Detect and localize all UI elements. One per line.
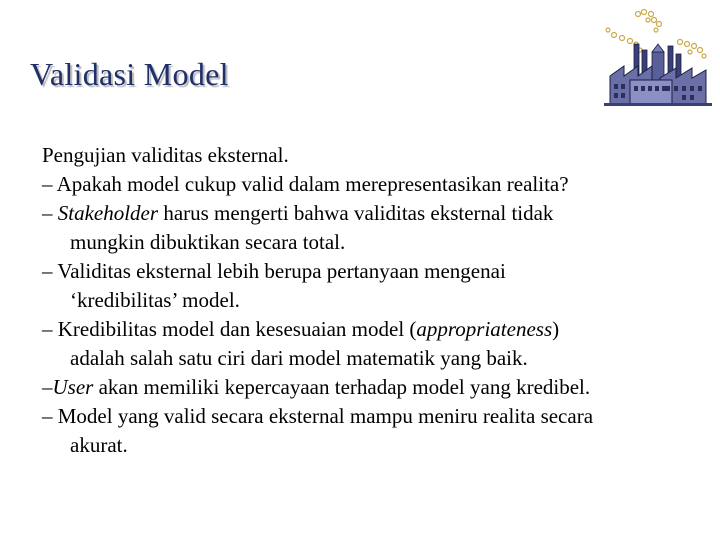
appropriateness-term: appropriateness (416, 317, 553, 341)
bullet-text-end: ) (552, 317, 560, 341)
bullet-stakeholder (42, 199, 702, 228)
bullet-dash: – (42, 201, 58, 225)
bullet-text: – Kredibilitas model dan kesesuaian model ( (42, 317, 417, 341)
slide-title: Validasi Model (30, 56, 229, 92)
bullet-user (42, 373, 702, 402)
bullet-question: – Apakah model cukup valid dalam merepresentasikan realita? (42, 172, 569, 196)
bullet-credibility-cont: adalah salah satu ciri dari model matematik yang baik. (70, 346, 528, 370)
bullet-validity: – Validitas eksternal lebih berupa pertanyaan mengenai (42, 259, 506, 283)
intro-term: validitas eksternal. (131, 143, 289, 167)
bullet-stakeholder-cont: mungkin dibuktikan secara total. (70, 230, 346, 254)
smoke-plume-top (636, 10, 662, 33)
intro-text: Pengujian (42, 143, 132, 167)
bullet-validity-cont: ‘kredibilitas’ model. (70, 288, 240, 312)
intro-line (42, 141, 702, 170)
bullet-dash: – (42, 375, 53, 399)
smoke-plume-right (678, 40, 707, 59)
bullet-credibility (42, 315, 702, 344)
bullet-text: akan memiliki kepercayaan terhadap model yang kredibel. (93, 375, 591, 399)
bullet-external-model: – Model yang valid secara eksternal mampu meniru realita secara (42, 404, 594, 428)
factory-illustration (596, 4, 720, 108)
stakeholder-term: Stakeholder (57, 201, 159, 225)
bullet-text: harus mengerti bahwa validitas eksternal tidak (158, 201, 554, 225)
slide-body (42, 141, 702, 460)
user-term: User (52, 375, 94, 399)
bullet-external-model-cont: akurat. (70, 433, 128, 457)
